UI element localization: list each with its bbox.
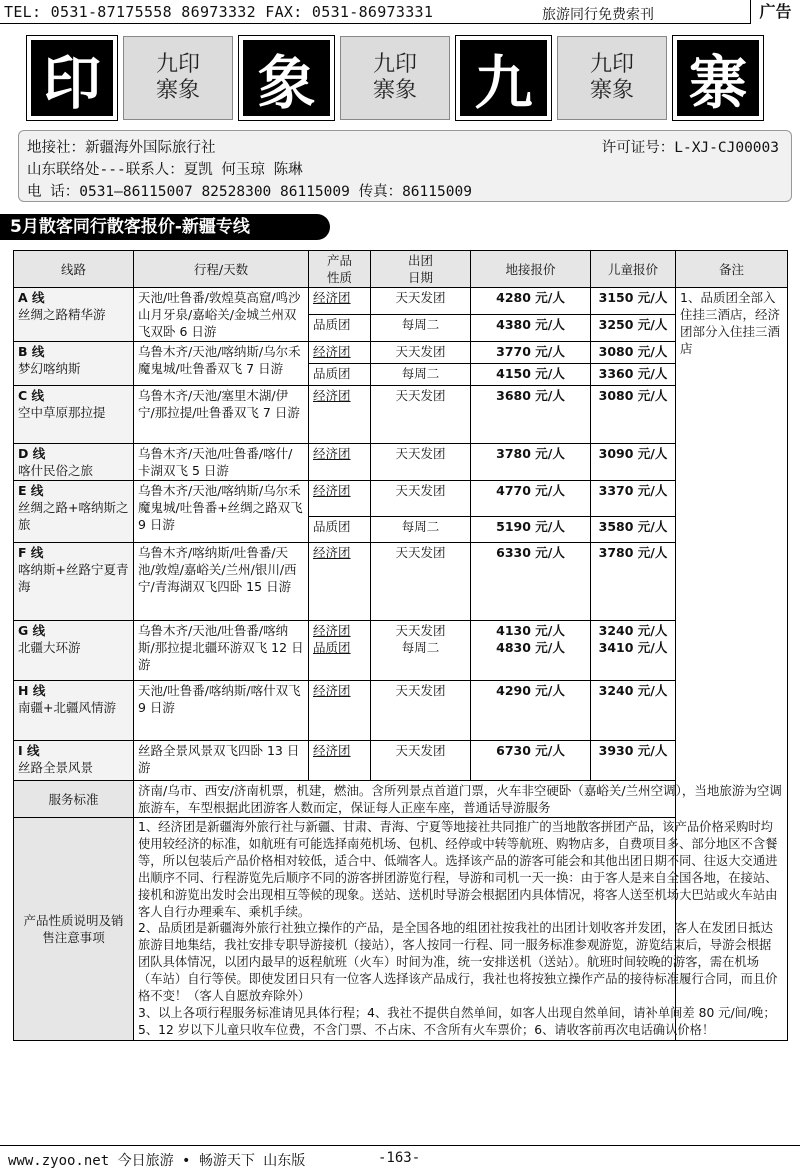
product-type: 品质团 xyxy=(309,517,371,543)
route-cell xyxy=(14,681,134,741)
route-cell xyxy=(14,741,134,781)
child-price: 3150 元/人 xyxy=(591,288,676,315)
departure-date: 天天发团 xyxy=(371,288,471,315)
itinerary-cell: 乌鲁木齐/天池/喀纳斯/乌尔禾魔鬼城/吐鲁番双飞 7 日游 xyxy=(134,342,309,386)
departure-date: 天天发团 xyxy=(371,386,471,444)
adult-price: 4380 元/人 xyxy=(471,315,591,342)
route-code: H 线 xyxy=(18,683,46,698)
product-type: 经济团 xyxy=(309,386,371,444)
departure-date: 天天发团 xyxy=(371,681,471,741)
adult-price: 6330 元/人 xyxy=(471,543,591,621)
office-contacts: 山东联络处---联系人：夏凯 何玉琼 陈琳 xyxy=(27,162,303,178)
route-cell xyxy=(14,342,134,386)
child-price: 3090 元/人 xyxy=(591,444,676,481)
child-price: 3580 元/人 xyxy=(591,517,676,543)
departure-date: 天天发团 xyxy=(371,342,471,364)
route-code: I 线 xyxy=(18,743,40,758)
itinerary-cell: 丝路全景风景双飞四卧 13 日游 xyxy=(134,741,309,781)
itinerary-cell: 乌鲁木齐/天池/喀纳斯/乌尔禾魔鬼城/吐鲁番+丝绸之路双飞 9 日游 xyxy=(134,481,309,543)
route-code: E 线 xyxy=(18,483,44,498)
table-row xyxy=(14,741,788,781)
route-cell xyxy=(14,543,134,621)
child-price: 3240 元/人 3410 元/人 xyxy=(591,621,676,681)
agency-info xyxy=(18,130,792,202)
adult-price: 3780 元/人 xyxy=(471,444,591,481)
adult-price: 6730 元/人 xyxy=(471,741,591,781)
child-price: 3370 元/人 xyxy=(591,481,676,517)
route-cell xyxy=(14,288,134,342)
route-code: C 线 xyxy=(18,388,45,403)
itinerary-cell: 乌鲁木齐/天池/吐鲁番/喀什/卡湖双飞 5 日游 xyxy=(134,444,309,481)
itinerary-cell: 乌鲁木齐/天池/吐鲁番/喀纳斯/那拉提北疆环游双飞 12 日游 xyxy=(134,621,309,681)
table-row xyxy=(14,481,788,517)
adult-price: 3770 元/人 xyxy=(471,342,591,364)
adult-price: 4290 元/人 xyxy=(471,681,591,741)
service-label: 服务标准 xyxy=(14,781,134,818)
service-text: 济南/乌市、西安/济南机票，机建，燃油。含所列景点首道门票，火车非空硬卧（嘉峪关/兰州空调），当地旅游为空调旅游车，车型根据此团游客人数而定，保证每人正座车座，普通话导游服务 xyxy=(134,781,788,818)
adult-price: 3680 元/人 xyxy=(471,386,591,444)
license-number: 许可证号：L-XJ-CJ00003 xyxy=(601,140,779,156)
product-type: 经济团 xyxy=(309,741,371,781)
phone-fax: 电 话：0531—86115007 82528300 86115009 传真：86115009 xyxy=(27,184,472,200)
route-code: B 线 xyxy=(18,344,45,359)
service-row xyxy=(14,781,788,818)
itinerary-cell: 乌鲁木齐/天池/塞里木湖/伊宁/那拉提/吐鲁番双飞 7 日游 xyxy=(134,386,309,444)
table-row xyxy=(14,621,788,681)
itinerary-cell: 乌鲁木齐/喀纳斯/吐鲁番/天池/敦煌/嘉峪关/兰州/银川/西宁/青海湖双飞四卧 15 日游 xyxy=(134,543,309,621)
departure-date: 每周二 xyxy=(371,315,471,342)
route-cell xyxy=(14,444,134,481)
banner-char-2: 象 xyxy=(239,36,334,120)
notes-label: 产品性质说明及销售注意事项 xyxy=(14,818,134,1041)
product-type: 经济团 品质团 xyxy=(309,621,371,681)
table-row xyxy=(14,444,788,481)
product-type: 品质团 xyxy=(309,315,371,342)
departure-date: 每周二 xyxy=(371,364,471,386)
banner-seal-2: 九印 寨象 xyxy=(340,36,450,120)
route-cell xyxy=(14,386,134,444)
col-header: 出团 日期 xyxy=(371,251,471,288)
publication-name: 旅游同行免费索刊 xyxy=(542,7,654,23)
banner-char-4: 寨 xyxy=(673,36,763,120)
route-code: G 线 xyxy=(18,623,46,638)
child-price: 3360 元/人 xyxy=(591,364,676,386)
route-name: 丝路全景风景 xyxy=(18,760,94,775)
departure-date: 天天发团 xyxy=(371,481,471,517)
product-type: 经济团 xyxy=(309,681,371,741)
route-cell xyxy=(14,621,134,681)
route-name: 空中草原那拉提 xyxy=(18,405,106,420)
col-header: 备注 xyxy=(676,251,788,288)
footer xyxy=(0,1145,800,1171)
ad-label: 广告 xyxy=(750,0,800,24)
product-type: 经济团 xyxy=(309,543,371,621)
route-code: A 线 xyxy=(18,290,45,305)
route-name: 南疆+北疆风情游 xyxy=(18,700,116,715)
route-cell xyxy=(14,481,134,543)
agency-address: 地接社：新疆海外国际旅行社 xyxy=(27,140,216,156)
departure-date: 天天发团 每周二 xyxy=(371,621,471,681)
col-header: 儿童报价 xyxy=(591,251,676,288)
banner-char-1: 印 xyxy=(27,36,117,120)
price-table-wrap xyxy=(13,250,787,1138)
price-table xyxy=(13,250,788,1041)
product-type: 经济团 xyxy=(309,481,371,517)
table-row xyxy=(14,543,788,621)
table-row xyxy=(14,681,788,741)
child-price: 3780 元/人 xyxy=(591,543,676,621)
child-price: 3240 元/人 xyxy=(591,681,676,741)
banner-char-3: 九 xyxy=(456,36,551,120)
child-price: 3080 元/人 xyxy=(591,342,676,364)
adult-price: 5190 元/人 xyxy=(471,517,591,543)
banner xyxy=(27,36,779,120)
col-header: 线路 xyxy=(14,251,134,288)
route-name: 喀纳斯+丝路宁夏青海 xyxy=(18,562,129,594)
route-name: 丝绸之路+喀纳斯之旅 xyxy=(18,500,129,532)
route-name: 梦幻喀纳斯 xyxy=(18,361,81,376)
notes-row xyxy=(14,818,788,1041)
departure-date: 天天发团 xyxy=(371,543,471,621)
route-code: F 线 xyxy=(18,545,44,560)
route-code: D 线 xyxy=(18,446,46,461)
route-name: 北疆大环游 xyxy=(18,640,81,655)
col-header: 行程/天数 xyxy=(134,251,309,288)
adult-price: 4280 元/人 xyxy=(471,288,591,315)
footer-site: www.zyoo.net 今日旅游 • 畅游天下 山东版 xyxy=(8,1153,306,1169)
child-price: 3930 元/人 xyxy=(591,741,676,781)
page-number: -163- xyxy=(378,1150,421,1166)
departure-date: 每周二 xyxy=(371,517,471,543)
departure-date: 天天发团 xyxy=(371,741,471,781)
route-name: 丝绸之路精华游 xyxy=(18,307,106,322)
table-row xyxy=(14,342,788,364)
child-price: 3080 元/人 xyxy=(591,386,676,444)
remark-cell: 1、品质团全部入住挂三酒店，经济团部分入住挂三酒店 xyxy=(676,288,788,1041)
itinerary-cell: 天池/吐鲁番/喀纳斯/喀什双飞 9 日游 xyxy=(134,681,309,741)
top-bar xyxy=(0,0,800,24)
table-row xyxy=(14,386,788,444)
banner-seal-1: 九印 寨象 xyxy=(123,36,233,120)
adult-price: 4150 元/人 xyxy=(471,364,591,386)
col-header: 产品 性质 xyxy=(309,251,371,288)
banner-seal-3: 九印 寨象 xyxy=(557,36,667,120)
product-type: 经济团 xyxy=(309,288,371,315)
adult-price: 4770 元/人 xyxy=(471,481,591,517)
col-header: 地接报价 xyxy=(471,251,591,288)
product-type: 经济团 xyxy=(309,342,371,364)
product-type: 经济团 xyxy=(309,444,371,481)
contact-line: TEL: 0531-87175558 86973332 FAX: 0531-86973331 xyxy=(4,3,434,21)
itinerary-cell: 天池/吐鲁番/敦煌莫高窟/鸣沙山月牙泉/嘉峪关/金城兰州双飞双卧 6 日游 xyxy=(134,288,309,342)
table-row xyxy=(14,288,788,315)
product-type: 品质团 xyxy=(309,364,371,386)
notes-text: 1、经济团是新疆海外旅行社与新疆、甘肃、青海、宁夏等地接社共同推广的当地散客拼团产品，该产品价格采购时均使用较经济的标准，如航班有可能选择南苑机场、包机、经停或中转等航班、购物店多，自费项目多、部分地区不含餐等，所以包装后产品价格相对较低，适合中、低端客人。选择该产品的游客可能会和其他出团日期不同、往返大交通进出顺序不同、行程游览先后顺序不同的游客拼团游览行程，导游和司机一天一换：由于客人是来自全国各地，在接站、接机和游览出发时会出现相互等候的现象。送站、送机时导游会根据团内具体情况，将客人送至机场大巴站或火车站由客人自行办理乘车、乘机手续。 2、品质团是新疆海外旅行社独立操作的产品，是全国各地的组团社按我社的出团计划收客并发团，客人在发团日抵达旅游目地集结，我社安排专职导游接机（接站），客人按同一行程、同一服务标准参观游览，游览结束后，导游会根据团队具体情况，以团内最早的返程航班（火车）时间为准，统一安排送机（送站）。航班时间较晚的游客，需在机场（车站）自行等侯。即使发团日只有一位客人选择该产品成行，我社也将按独立操作产品的接待标准履行合同，而且价格不变！（客人自愿放弃除外） 3、以上各项行程服务标准请见具体行程；4、我社不提供自然单间，如客人出现自然单间，请补单间差 80 元/间/晚；5、12 岁以下儿童只收车位费，不含门票、不占床、不含所有火车票价；6、请收客前再次电话确认价格！ xyxy=(134,818,788,1041)
section-title: 5月散客同行散客报价-新疆专线 xyxy=(0,214,330,240)
route-name: 喀什民俗之旅 xyxy=(18,463,94,478)
child-price: 3250 元/人 xyxy=(591,315,676,342)
adult-price: 4130 元/人 4830 元/人 xyxy=(471,621,591,681)
departure-date: 天天发团 xyxy=(371,444,471,481)
